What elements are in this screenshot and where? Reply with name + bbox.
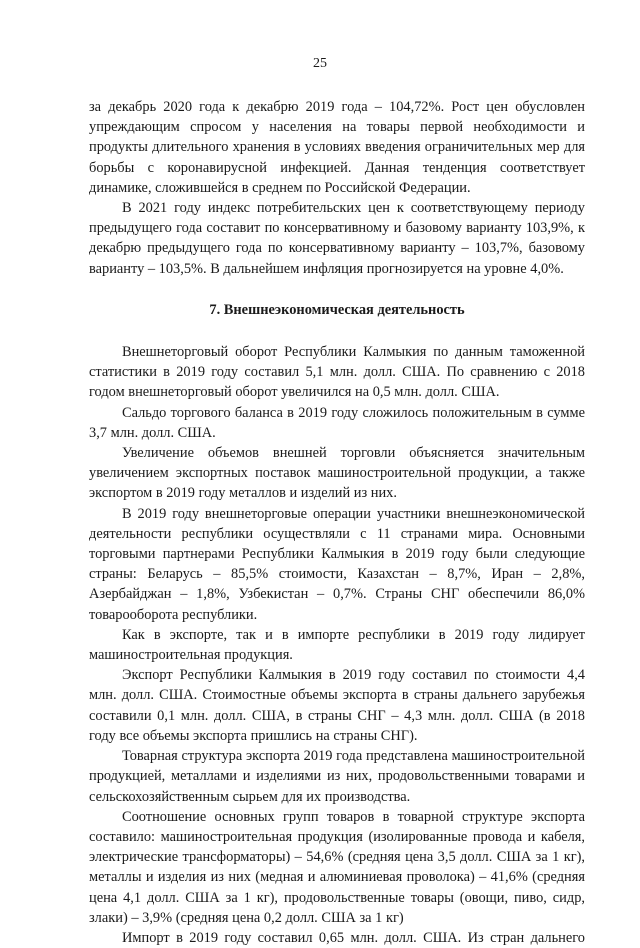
section-heading: 7. Внешнеэкономическая деятельность [209,301,465,318]
paragraph-machinery-lead: Как в экспорте, так и в импорте республики в 2019 году лидирует машиностроительная продукция. [89,626,585,664]
paragraph-import: Импорт в 2019 году составил 0,65 млн. долл. США. Из стран дальнего [122,929,585,946]
paragraph-trade-turnover: Внешнеторговый оборот Республики Калмыкия по данным таможенной статистики в 2019 году составил 5,1 млн. долл. США. По сравнению с 2018 годом внешнеторговый оборот увеличился на 0,5 млн. долл. США. [89,344,585,401]
paragraph-inflation-continued: за декабрь 2020 года к декабрю 2019 года – 104,72%. Рост цен обусловлен упреждающим спросом у населения на товары первой необходимости и продукты длительного хранения в условиях введения ограничительных мер для борьбы с коронавирусной инфекцией. Данная тенденция соответствует динамике, сложившейся в среднем по Российской Федерации. [89,99,585,196]
paragraph-trade-growth: Увеличение объемов внешней торговли объясняется значительным увеличением экспортных поставок машиностроительной продукции, а также экспортом в 2019 году металлов и изделий из них. [89,445,585,502]
paragraph-trade-partners: В 2019 году внешнеторговые операции участники внешнеэкономической деятельности республики осуществляли с 11 странами мира. Основными торговыми партнерами Республики Калмыкия в 2019 году были следующие страны: Беларусь – 85,5% стоимости, Казахстан – 8,7%, Иран – 2,8%, Азербайджан – 1,8%, Узбекистан – 0,7%. Страны СНГ обеспечили 86,0% товарооборота республики. [89,505,585,623]
paragraph-export-volume: Экспорт Республики Калмыкия в 2019 году составил по стоимости 4,4 млн. долл. США. Стоимостные объемы экспорта в страны дальнего зарубежья составили 0,1 млн. долл. США, в страны СНГ – 4,3 млн. долл. США (в 2018 году все объемы экспорта пришлись на страны СНГ). [89,667,585,744]
paragraph-export-groups: Соотношение основных групп товаров в товарной структуре экспорта составило: машиностроительная продукция (изолированные провода и кабеля, электрические трансформаторы) – 54,6% (средняя цена 3,5 долл. США за 1 кг), металлы и изделия из них (медная и алюминиевая проволока) – 41,6% (средняя цена 4,1 долл. США за 1 кг), продовольственные товары (овощи, пиво, сидр, злаки) – 3,9% (средняя цена 0,2 долл. США за 1 кг) [89,808,585,926]
page-number: 25 [313,56,327,71]
paragraph-trade-balance: Сальдо торгового баланса в 2019 году сложилось положительным в сумме 3,7 млн. долл. США. [89,404,585,441]
document-body [89,97,585,948]
paragraph-cpi-forecast: В 2021 году индекс потребительских цен к соответствующему периоду предыдущего года составит по консервативному и базовому варианту 103,9%, к декабрю предыдущего года по консервативному варианту – 103,7%, базовому варианту – 103,5%. В дальнейшем инфляция прогнозируется на уровне 4,0%. [89,200,585,277]
paragraph-export-structure: Товарная структура экспорта 2019 года представлена машиностроительной продукцией, металлами и изделиями из них, продовольственными товарами и сельскохозяйственным сырьем для их производства. [89,748,585,805]
